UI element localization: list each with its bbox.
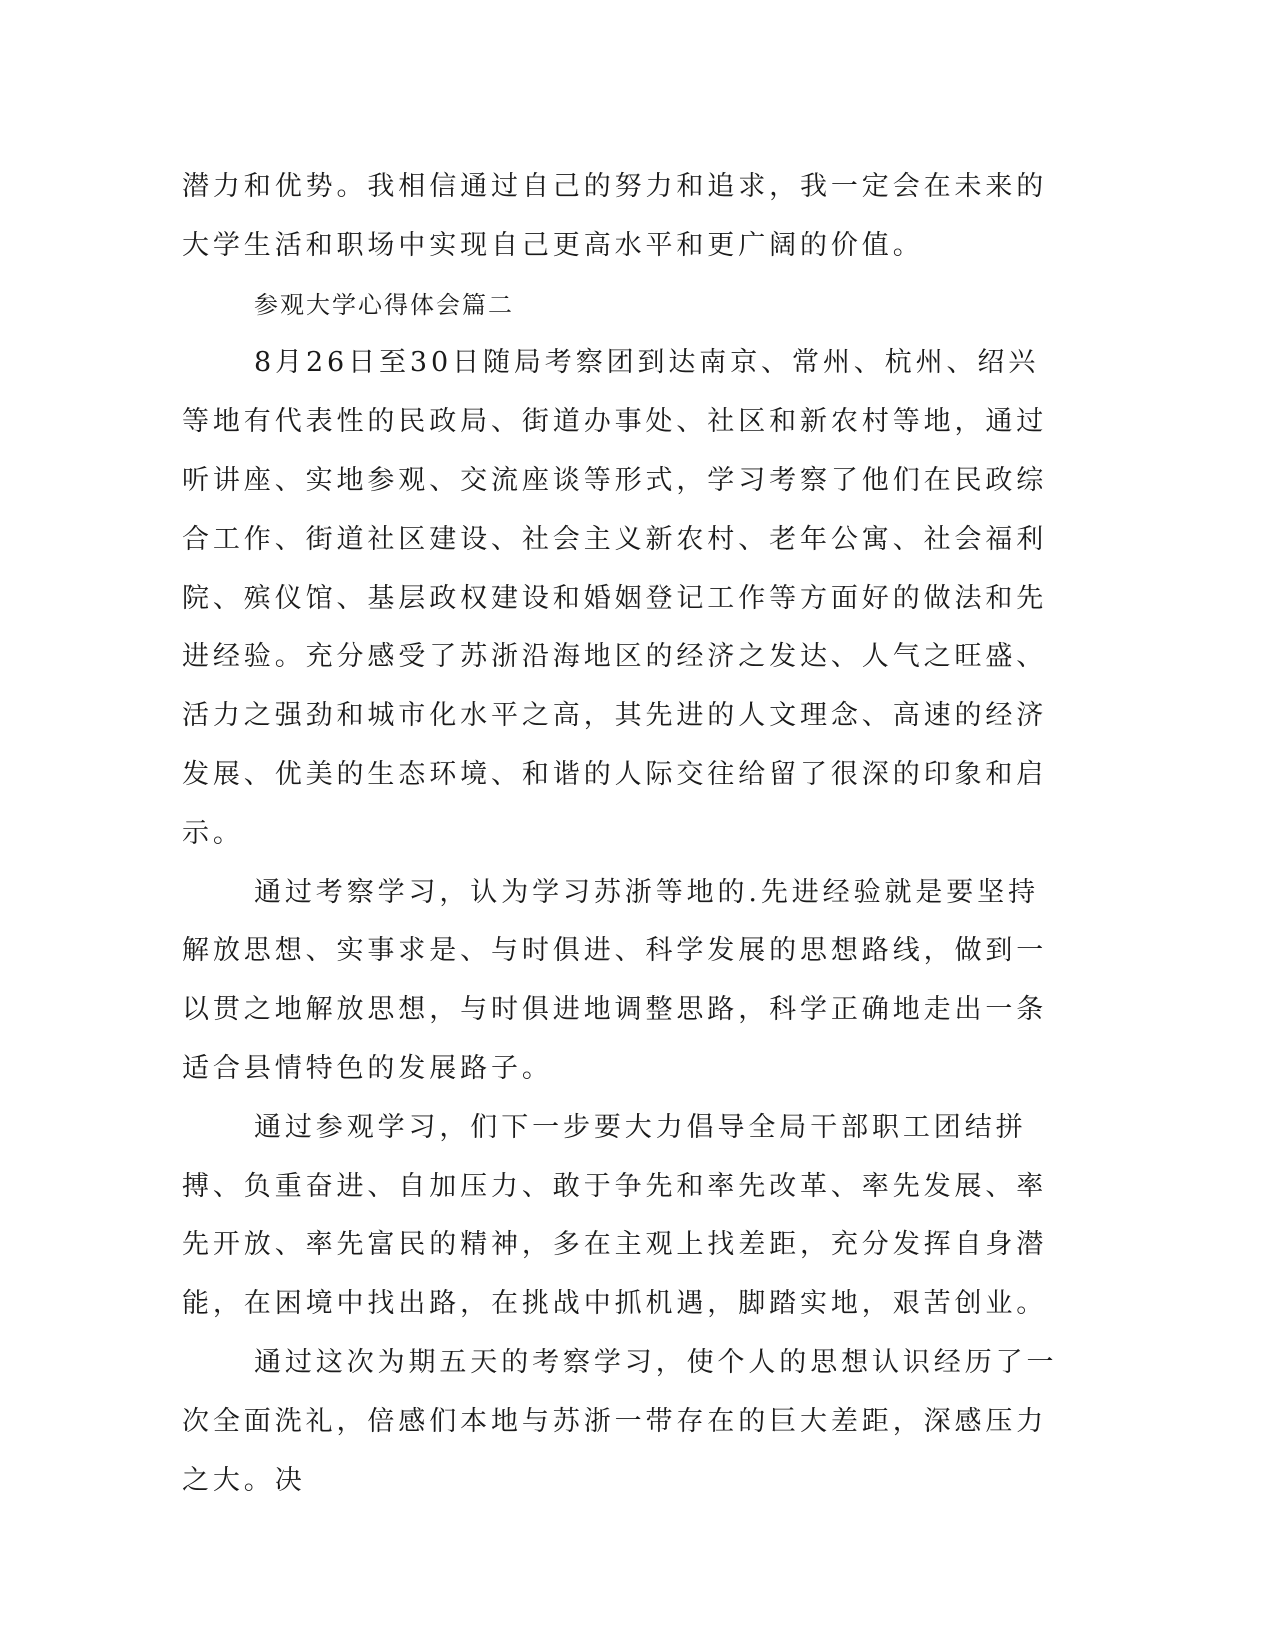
section-title: 参观大学心得体会篇二	[254, 290, 514, 319]
paragraph-visit-summary: 8月26日至30日随局考察团到达南京、常州、杭州、绍兴等地有代表性的民政局、街道办事处、社区和新农村等地，通过听讲座、实地参观、交流座谈等形式，学习考察了他们在民政综合工作、街道社区建设、社会主义新农村、老年公寓、社会福利院、殡仪馆、基层政权建设和婚姻登记工作等方面好的做法和先进经验。充分感受了苏浙沿海地区的经济之发达、人气之旺盛、活力之强劲和城市化水平之高，其先进的人文理念、高速的经济发展、优美的生态环境、和谐的人际交往给留了很深的印象和启示。	[182, 347, 1048, 849]
document-page	[182, 158, 1062, 1510]
paragraph-experience-lesson: 通过考察学习，认为学习苏浙等地的.先进经验就是要坚持解放思想、实事求是、与时俱进、科学发展的思想路线，做到一以贯之地解放思想，与时俱进地调整思路，科学正确地走出一条适合县情特色的发展路子。	[182, 876, 1048, 1084]
paragraph-next-steps: 通过参观学习，们下一步要大力倡导全局干部职工团结拼搏、负重奋进、自加压力、敢于争先和率先改革、率先发展、率先开放、率先富民的精神，多在主观上找差距，充分发挥自身潜能，在困境中找出路，在挑战中抓机遇，脚踏实地，艰苦创业。	[182, 1111, 1048, 1320]
paragraph-reflection: 通过这次为期五天的考察学习，使个人的思想认识经历了一次全面洗礼，倍感们本地与苏浙一带存在的巨大差距，深感压力之大。决	[182, 1346, 1058, 1496]
paragraph-continuation: 潜力和优势。我相信通过自己的努力和追求，我一定会在未来的大学生活和职场中实现自己更高水平和更广阔的价值。	[182, 171, 1048, 261]
